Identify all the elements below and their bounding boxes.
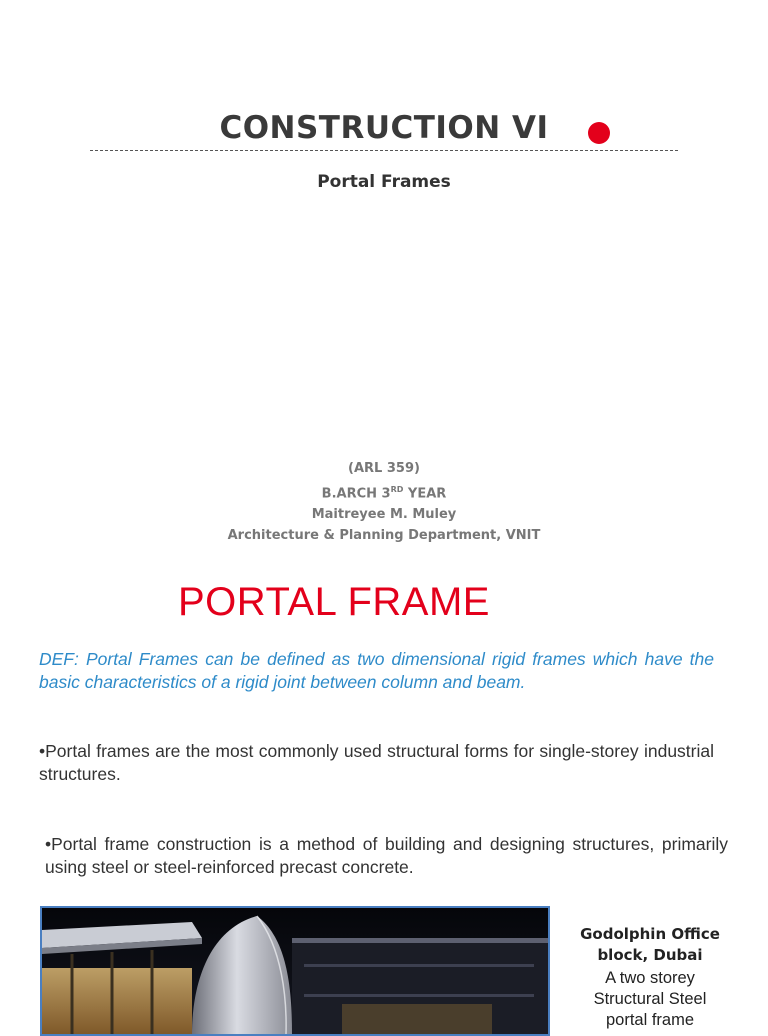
photo-caption-title: [565, 924, 735, 966]
caption-title-line-2: block, Dubai: [597, 946, 703, 964]
caption-line-1: A two storey: [605, 969, 695, 987]
slide-title: CONSTRUCTION VI: [219, 110, 549, 146]
photo-caption-description: [565, 968, 735, 1031]
building-photo-illustration: [42, 908, 548, 1034]
bullet-point-1: •Portal frames are the most commonly used structural forms for single-storey industrial structures.: [39, 741, 714, 784]
department: Architecture & Planning Department, VNIT: [227, 528, 541, 544]
caption-line-2: Structural Steel: [593, 990, 707, 1008]
caption-line-3: portal frame: [605, 1011, 695, 1029]
author-name: Maitreyee M. Muley: [311, 507, 457, 523]
year-superscript: RD: [390, 485, 404, 494]
author-block: [0, 458, 768, 546]
course-code: (ARL 359): [348, 461, 420, 476]
year-suffix: YEAR: [403, 486, 447, 502]
section-heading: PORTAL FRAME: [178, 580, 490, 624]
bullet-point-2: •Portal frame construction is a method of building and designing structures, primarily using steel or steel-reinforced precast concrete.: [45, 834, 728, 877]
definition-text: DEF: Portal Frames can be defined as two dimensional rigid frames which have the basic characteristics of a rigid joint between column and beam.: [39, 649, 714, 692]
red-dot-bullet: [588, 122, 610, 144]
course-year: [0, 479, 768, 504]
year-prefix: B.ARCH 3: [321, 486, 391, 502]
building-photo: [40, 906, 550, 1036]
dashed-divider: [90, 150, 678, 151]
caption-title-line-1: Godolphin Office: [580, 925, 720, 943]
slide-subtitle: Portal Frames: [317, 172, 451, 192]
